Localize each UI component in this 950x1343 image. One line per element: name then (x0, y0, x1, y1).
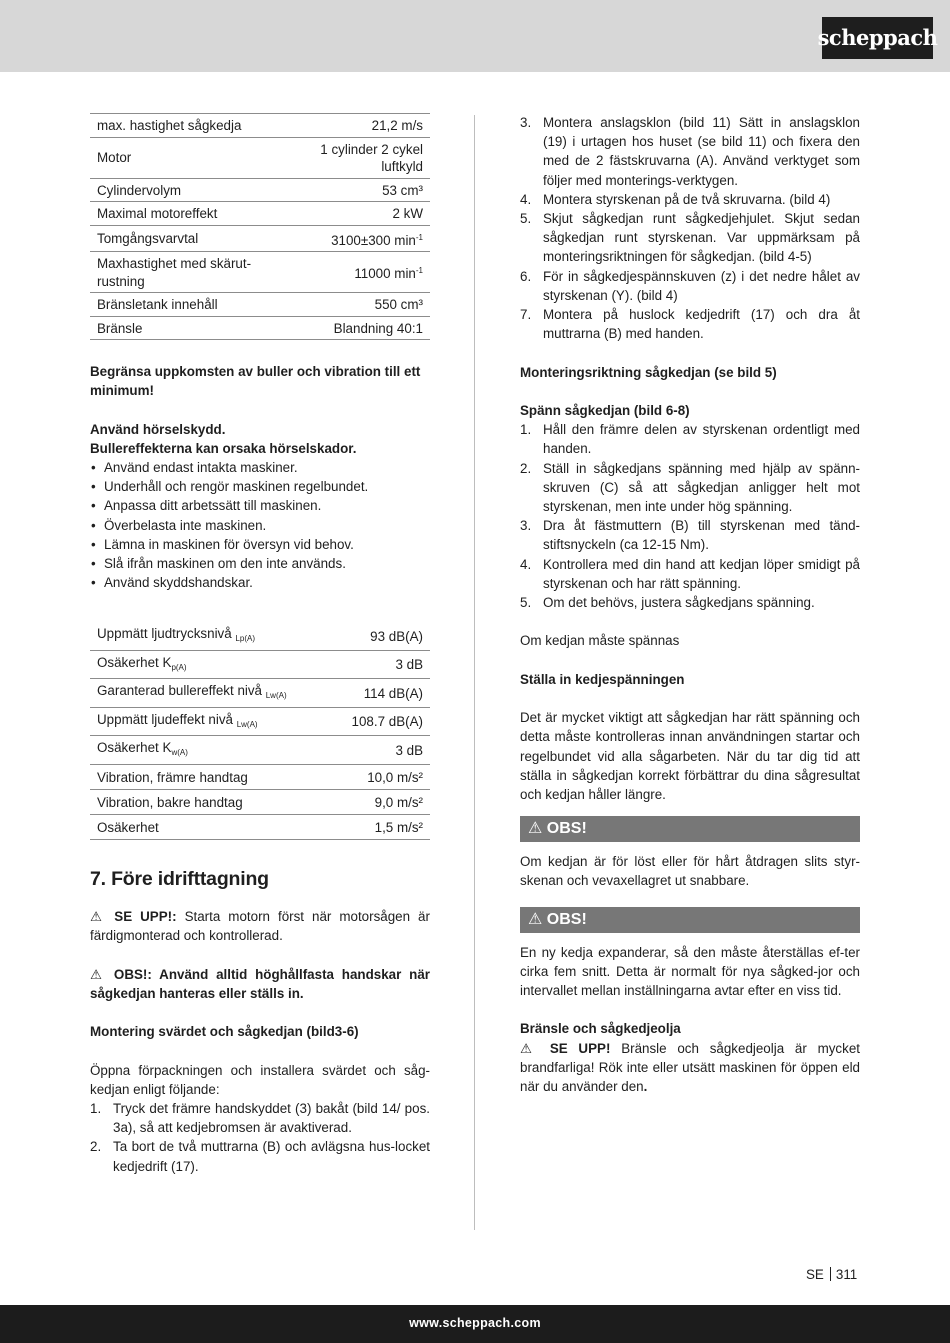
assembly-step (520, 209, 860, 267)
spec-value-text: 1 cylinder 2 cykel luftkyld (320, 141, 423, 174)
spec-value (296, 114, 430, 138)
step-number: 2. (90, 1139, 102, 1155)
tension-step (520, 459, 860, 517)
technical-data-table (90, 113, 430, 340)
step-text: Tryck det främre handskyddet (3) bakåt (bild 14/ pos. 3a), så att kedjebromsen är avaktiverad. (113, 1100, 430, 1136)
stalla-heading: Ställa in kedjespänningen (520, 671, 685, 687)
noise-label (90, 814, 329, 839)
gloves-text: OBS!: Använd alltid höghållfasta handskar när sågkedjan hanteras eller ställs in. (90, 966, 430, 1001)
noise-value: 1,5 m/s² (329, 814, 430, 839)
tension-steps (520, 420, 860, 612)
spec-value (296, 202, 430, 226)
tension-step (520, 420, 860, 458)
noise-row (90, 650, 430, 679)
spec-value-sup: -1 (415, 266, 423, 276)
brand-logo: scheppach (822, 17, 933, 59)
hearing-warning-2: Bullereffekterna kan orsaka hörselskador. (90, 440, 357, 456)
noise-label (90, 764, 329, 789)
seupp-text: Starta motorn först när motorsågen är färdigmonterad och kontrollerad. (90, 908, 430, 944)
safety-bullet-item: • Använd endast intakta maskiner. (90, 458, 430, 477)
spec-row (90, 225, 430, 252)
noise-value: 10,0 m/s² (329, 764, 430, 789)
noise-value: 93 dB(A) (329, 622, 430, 650)
spec-value (296, 137, 430, 178)
noise-label-text: Osäkerhet (97, 819, 159, 835)
obs-bar-2 (520, 907, 860, 933)
noise-label (90, 789, 329, 814)
spec-label: Tomgångsvarvtal (90, 225, 296, 252)
step-number: 3. (520, 518, 532, 534)
spec-row (90, 114, 430, 138)
left-column (90, 113, 430, 1176)
assembly-step (520, 113, 860, 190)
noise-label-text: Uppmätt ljudeffekt nivå (97, 711, 237, 727)
step-number: 5. (520, 595, 532, 611)
spec-value-text: 53 cm³ (382, 182, 423, 198)
noise-label (90, 707, 329, 736)
safety-bullet-list (90, 458, 430, 592)
obs1-text: Om kedjan är för löst eller för hårt åtdragen slits styr-skenan och vevaxellagret ut snabbare. (520, 854, 860, 889)
tension-step (520, 555, 860, 593)
riktning-heading: Monteringsriktning sågkedjan (se bild 5) (520, 364, 777, 380)
safety-bullet-item: • Slå ifrån maskinen om den inte används. (90, 554, 430, 573)
seupp-paragraph (90, 907, 430, 945)
noise-value: 3 dB (329, 736, 430, 765)
noise-value: 114 dB(A) (329, 679, 430, 708)
safety-bullet-item: • Underhåll och rengör maskinen regelbundet. (90, 477, 430, 496)
bransle-text: Bränsle och sågkedjeolja är mycket brandfarliga! Rök inte eller utsätt maskinen för öppen eld när du använder den (520, 1040, 860, 1095)
noise-value: 9,0 m/s² (329, 789, 430, 814)
montering-intro: Öppna förpackningen och installera svärdet och såg-kedjan enligt följande: (90, 1062, 430, 1097)
noise-label-text: Garanterad bullereffekt nivå (97, 683, 266, 699)
step-number: 5. (520, 211, 532, 227)
step-number: 4. (520, 191, 532, 207)
step-text: Om det behövs, justera sågkedjans spänning. (543, 595, 815, 611)
noise-value: 108.7 dB(A) (329, 707, 430, 736)
noise-label-text: Vibration, bakre handtag (97, 794, 243, 810)
step-number: 3. (520, 115, 532, 130)
noise-label-text: Vibration, främre handtag (97, 769, 248, 785)
noise-label-text: Osäkerhet K (97, 740, 172, 756)
noise-row (90, 814, 430, 839)
step-text: För in sågkedjespännskuven (z) i det nedre hålet av styrskenan (Y). (bild 4) (543, 268, 860, 303)
column-divider (474, 115, 475, 1230)
safety-bullet-item: • Lämna in maskinen för översyn vid behov. (90, 535, 430, 554)
assembly-step (90, 1099, 430, 1137)
noise-row (90, 707, 430, 736)
noise-label-text: Uppmätt ljudtrycksnivå (97, 626, 236, 642)
assembly-step (90, 1137, 430, 1175)
obs-bar-1 (520, 816, 860, 842)
spec-value-text: 3100±300 min (331, 232, 416, 248)
warning-icon: ⚠ (528, 910, 543, 928)
step-number: 2. (520, 460, 532, 476)
warning-icon: ⚠ (528, 820, 543, 838)
spec-value (296, 178, 430, 202)
noise-label (90, 736, 329, 765)
spec-label: Cylindervolym (90, 178, 296, 202)
noise-label-sub: Lw(A) (236, 719, 258, 729)
spec-value-text: 11000 min (354, 266, 416, 282)
step-text: Montera anslagsklon (bild 11) Sätt in anslagsklon (19) i urtagen hos huset (se bild 11) och fixera den med de 2 fästskruvarna (A). Använd verktyget som följer med monterings-verktygen. (543, 115, 860, 188)
tension-step (520, 516, 860, 554)
page-num: 311 (835, 1267, 858, 1282)
warning-icon: ⚠ (90, 908, 107, 924)
bransle-label: SE UPP! (549, 1040, 611, 1056)
bransle-heading: Bränsle och sågkedjeolja (520, 1021, 681, 1037)
obs2-text: En ny kedja expanderar, så den måste återställas ef-ter cirka fem snitt. Detta är normalt för nya sågked-jor och intervallet mellan inställningarna avtar efter en viss tid. (520, 944, 860, 999)
noise-label-sub: w(A) (171, 748, 188, 758)
noise-value: 3 dB (329, 650, 430, 679)
warning-icon: ⚠ (90, 966, 107, 982)
noise-label-sub: Lp(A) (235, 634, 255, 644)
safety-bullet-item: • Använd skyddshandskar. (90, 573, 430, 592)
noise-row (90, 622, 430, 650)
stalla-text: Det är mycket viktigt att sågkedjan har rätt spänning och detta måste kontrolleras innan användningen startar och regelbundet vid alla sågarbeten. När du tar dig tid att ställa in sågkedjan korrekt förbättrar du dina sågresultat och kedjan håller längre. (520, 710, 860, 803)
assembly-step (520, 305, 860, 343)
gloves-paragraph (90, 965, 430, 1003)
spec-value (296, 252, 430, 293)
noise-label (90, 679, 329, 708)
right-column (520, 113, 860, 1096)
spec-value-text: 2 kW (392, 206, 423, 221)
step-text: Dra åt fästmuttern (B) till styrskenan med tänd-stiftsnyckeln (ca 12-15 Nm). (543, 518, 860, 553)
website-link[interactable]: www.scheppach.com (409, 1316, 541, 1330)
spec-row (90, 178, 430, 202)
spec-value-text: Blandning 40:1 (333, 320, 423, 336)
tension-step (520, 593, 860, 612)
bransle-end: . (643, 1079, 648, 1095)
step-text: Kontrollera med din hand att kedjan löper smidigt på styrskenan och har rätt spänning. (543, 556, 860, 591)
page-lang: SE (806, 1267, 824, 1282)
obs-label: OBS! (546, 910, 587, 928)
noise-label (90, 650, 329, 679)
warning-icon: ⚠ (520, 1040, 540, 1056)
step-number: 7. (520, 307, 532, 323)
step-text: Ta bort de två muttrarna (B) och avlägsna hus-locket kedjedrift (17). (113, 1139, 430, 1174)
step-number: 4. (520, 556, 532, 572)
assembly-step (520, 190, 860, 209)
noise-heading: Begränsa uppkomsten av buller och vibration till ett minimum! (90, 364, 421, 399)
page-number (806, 1265, 857, 1284)
assembly-steps-left (90, 1099, 430, 1176)
spec-row (90, 316, 430, 340)
noise-vibration-table (90, 622, 430, 840)
noise-label-sub: Lw(A) (265, 691, 287, 701)
bransle-paragraph (520, 1039, 860, 1097)
spec-row (90, 293, 430, 317)
noise-label-text: Osäkerhet K (97, 654, 172, 670)
hearing-warning-1: Använd hörselskydd. (90, 421, 226, 437)
step-number: 6. (520, 268, 532, 284)
spec-row (90, 252, 430, 293)
noise-row (90, 679, 430, 708)
obs-label: OBS! (546, 820, 587, 838)
noise-row (90, 736, 430, 765)
page-separator (830, 1267, 831, 1281)
safety-bullet-item: • Överbelasta inte maskinen. (90, 516, 430, 535)
spec-value (296, 293, 430, 317)
spec-label: Maximal motoreffekt (90, 202, 296, 226)
step-number: 1. (90, 1100, 102, 1116)
spec-row (90, 137, 430, 178)
step-number: 1. (520, 422, 532, 438)
noise-label (90, 622, 329, 650)
footer-band (0, 1305, 950, 1343)
noise-label-sub: p(A) (171, 662, 187, 672)
seupp-label: SE UPP!: (114, 908, 177, 924)
safety-bullet-item: • Anpassa ditt arbetssätt till maskinen. (90, 496, 430, 515)
spec-label: max. hastighet sågkedja (90, 114, 296, 138)
noise-row (90, 789, 430, 814)
spec-label: Maxhastighet med skärut-rustning (90, 252, 296, 293)
spann-heading: Spänn sågkedjan (bild 6-8) (520, 403, 690, 419)
header-band (0, 0, 950, 72)
step-text: Håll den främre delen av styrskenan ordentligt med handen. (543, 422, 860, 457)
om-kedjan-text: Om kedjan måste spännas (520, 633, 680, 649)
spec-label: Bränsle (90, 316, 296, 340)
montering-heading: Montering svärdet och sågkedjan (bild3-6) (90, 1024, 359, 1040)
spec-value-text: 21,2 m/s (371, 118, 423, 133)
assembly-step (520, 267, 860, 305)
spec-row (90, 202, 430, 226)
spec-value-text: 550 cm³ (374, 297, 423, 312)
spec-label: Motor (90, 137, 296, 178)
spec-value (296, 316, 430, 340)
step-text: Skjut sågkedjan runt sågkedjehjulet. Skjut sedan sågkedjan runt styrskenan. Var uppmärksam på monteringsriktningen för sågkedjan. (bild 4-5) (543, 211, 860, 265)
noise-row (90, 764, 430, 789)
spec-value-sup: -1 (415, 232, 423, 242)
step-text: Montera styrskenan på de två skruvarna. (bild 4) (543, 191, 831, 207)
assembly-steps-right (520, 113, 860, 343)
section-title: 7. Före idrifttagning (90, 867, 269, 890)
spec-label: Bränsletank innehåll (90, 293, 296, 317)
step-text: Montera på huslock kedjedrift (17) och dra åt muttrarna (B) med handen. (543, 307, 860, 342)
step-text: Ställ in sågkedjans spänning med hjälp av spänn-skruven (C) så att sågkedjan anligger helt mot styrskenan, men inte under hög spänning. (543, 460, 860, 515)
spec-value (296, 225, 430, 252)
